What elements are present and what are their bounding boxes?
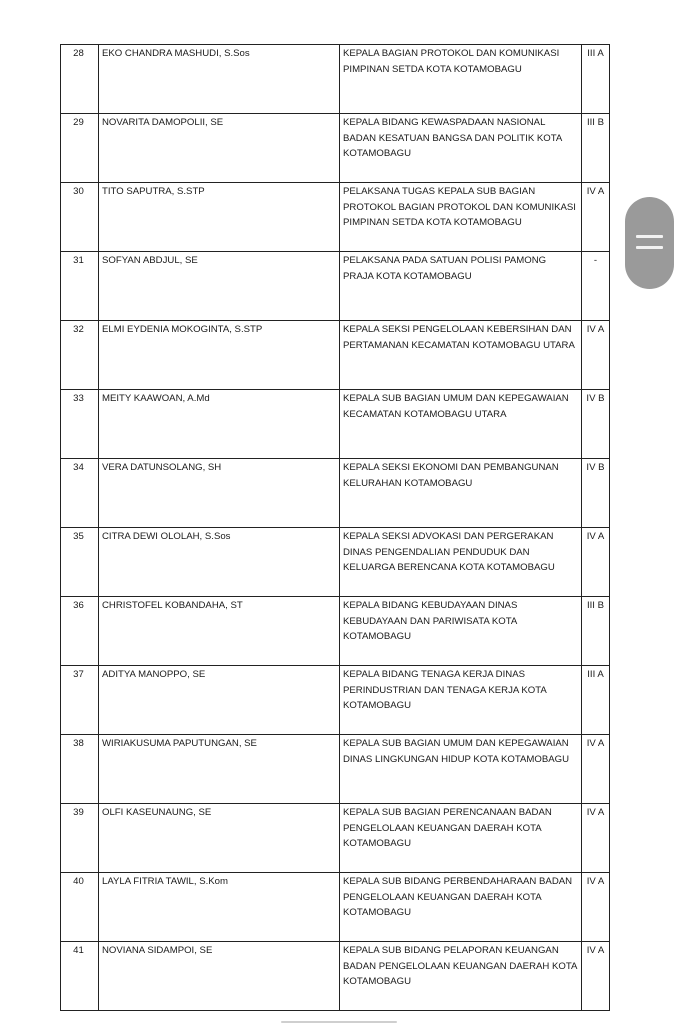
row-number: 39 xyxy=(73,807,84,818)
row-number: 32 xyxy=(73,324,84,335)
table-row xyxy=(61,113,609,182)
job-position: KEPALA SEKSI ADVOKASI DAN PERGERAKAN DINAS PENGENDALIAN PENDUDUK DAN KELUARGA BERENCANA KOTA KOTAMOBAGU xyxy=(339,528,581,596)
table-row xyxy=(61,596,609,665)
table-row xyxy=(61,665,609,734)
employee-name: VERA DATUNSOLANG, SH xyxy=(98,459,339,527)
employee-name: NOVIANA SIDAMPOI, SE xyxy=(98,942,339,1010)
rank-grade: IV A xyxy=(581,183,609,251)
rank-grade: IV A xyxy=(581,942,609,1010)
table-row xyxy=(61,44,609,113)
job-position: KEPALA SUB BAGIAN UMUM DAN KEPEGAWAIAN KECAMATAN KOTAMOBAGU UTARA xyxy=(339,390,581,458)
job-position: KEPALA SUB BIDANG PELAPORAN KEUANGAN BADAN PENGELOLAAN KEUANGAN DAERAH KOTA KOTAMOBAGU xyxy=(339,942,581,1010)
rank-grade: IV A xyxy=(581,804,609,872)
rank-grade: IV B xyxy=(581,390,609,458)
employee-name: CHRISTOFEL KOBANDAHA, ST xyxy=(98,597,339,665)
employee-name: EKO CHANDRA MASHUDI, S.Sos xyxy=(98,45,339,113)
employee-name: NOVARITA DAMOPOLII, SE xyxy=(98,114,339,182)
employee-name: LAYLA FITRIA TAWIL, S.Kom xyxy=(98,873,339,941)
rank-grade: IV A xyxy=(581,321,609,389)
row-number: 28 xyxy=(73,48,84,59)
table-row xyxy=(61,458,609,527)
job-position: KEPALA SUB BAGIAN PERENCANAAN BADAN PENGELOLAAN KEUANGAN DAERAH KOTA KOTAMOBAGU xyxy=(339,804,581,872)
employee-name: ELMI EYDENIA MOKOGINTA, S.STP xyxy=(98,321,339,389)
job-position: PELAKSANA TUGAS KEPALA SUB BAGIAN PROTOKOL BAGIAN PROTOKOL DAN KOMUNIKASI PIMPINAN SETDA KOTA KOTAMOBAGU xyxy=(339,183,581,251)
employee-name: ADITYA MANOPPO, SE xyxy=(98,666,339,734)
job-position: KEPALA SEKSI PENGELOLAAN KEBERSIHAN DAN PERTAMANAN KECAMATAN KOTAMOBAGU UTARA xyxy=(339,321,581,389)
row-number: 35 xyxy=(73,531,84,542)
row-number: 41 xyxy=(73,945,84,956)
table-row xyxy=(61,941,609,1010)
table-row xyxy=(61,389,609,458)
rank-grade: IV A xyxy=(581,528,609,596)
row-number: 34 xyxy=(73,462,84,473)
row-number: 37 xyxy=(73,669,84,680)
rank-grade: IV A xyxy=(581,735,609,803)
rank-grade: III B xyxy=(581,597,609,665)
row-number: 40 xyxy=(73,876,84,887)
rank-grade: - xyxy=(581,252,609,320)
row-number: 38 xyxy=(73,738,84,749)
job-position: KEPALA SUB BIDANG PERBENDAHARAAN BADAN PENGELOLAAN KEUANGAN DAERAH KOTA KOTAMOBAGU xyxy=(339,873,581,941)
employee-name: CITRA DEWI OLOLAH, S.Sos xyxy=(98,528,339,596)
row-number: 36 xyxy=(73,600,84,611)
table-row xyxy=(61,803,609,872)
table-row xyxy=(61,734,609,803)
rank-grade: III A xyxy=(581,666,609,734)
job-position: KEPALA BIDANG KEBUDAYAAN DINAS KEBUDAYAAN DAN PARIWISATA KOTA KOTAMOBAGU xyxy=(339,597,581,665)
employee-name: MEITY KAAWOAN, A.Md xyxy=(98,390,339,458)
table-row xyxy=(61,182,609,251)
job-position: KEPALA BIDANG KEWASPADAAN NASIONAL BADAN KESATUAN BANGSA DAN POLITIK KOTA KOTAMOBAGU xyxy=(339,114,581,182)
drag-handle-icon xyxy=(636,246,663,249)
job-position: KEPALA BIDANG TENAGA KERJA DINAS PERINDUSTRIAN DAN TENAGA KERJA KOTA KOTAMOBAGU xyxy=(339,666,581,734)
job-position: KEPALA SEKSI EKONOMI DAN PEMBANGUNAN KELURAHAN KOTAMOBAGU xyxy=(339,459,581,527)
home-indicator[interactable] xyxy=(281,1021,397,1023)
job-position: PELAKSANA PADA SATUAN POLISI PAMONG PRAJA KOTA KOTAMOBAGU xyxy=(339,252,581,320)
row-number: 30 xyxy=(73,186,84,197)
row-number: 31 xyxy=(73,255,84,266)
rank-grade: IV B xyxy=(581,459,609,527)
row-number: 33 xyxy=(73,393,84,404)
employee-name: WIRIAKUSUMA PAPUTUNGAN, SE xyxy=(98,735,339,803)
table-row xyxy=(61,527,609,596)
scroll-handle[interactable] xyxy=(625,197,674,289)
rank-grade: III A xyxy=(581,45,609,113)
job-position: KEPALA BAGIAN PROTOKOL DAN KOMUNIKASI PIMPINAN SETDA KOTA KOTAMOBAGU xyxy=(339,45,581,113)
rank-grade: III B xyxy=(581,114,609,182)
row-number: 29 xyxy=(73,117,84,128)
personnel-table xyxy=(60,44,610,1011)
table-row xyxy=(61,320,609,389)
drag-handle-icon xyxy=(636,235,663,238)
employee-name: TITO SAPUTRA, S.STP xyxy=(98,183,339,251)
table-row xyxy=(61,872,609,941)
table-row xyxy=(61,251,609,320)
employee-name: OLFI KASEUNAUNG, SE xyxy=(98,804,339,872)
employee-name: SOFYAN ABDJUL, SE xyxy=(98,252,339,320)
job-position: KEPALA SUB BAGIAN UMUM DAN KEPEGAWAIAN DINAS LINGKUNGAN HIDUP KOTA KOTAMOBAGU xyxy=(339,735,581,803)
rank-grade: IV A xyxy=(581,873,609,941)
